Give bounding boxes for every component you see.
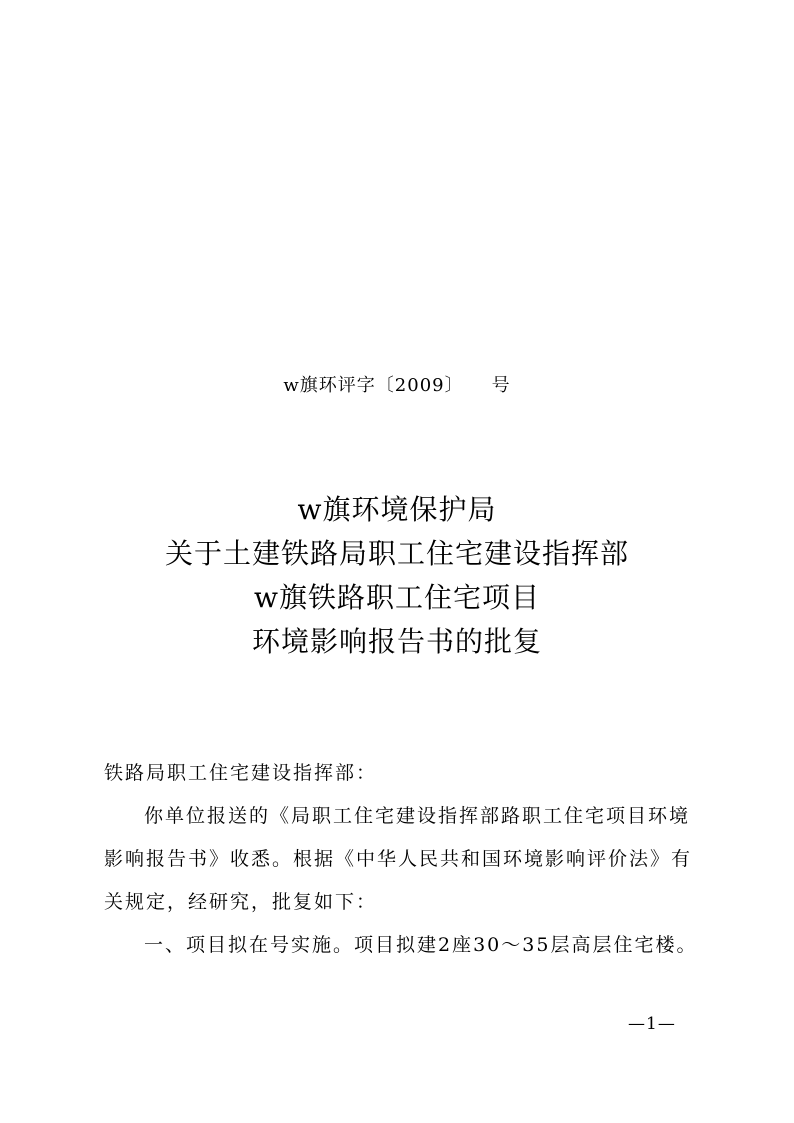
document-number-suffix: 号 — [491, 375, 511, 396]
title-line-2: 关于土建铁路局职工住宅建设指挥部 — [164, 537, 629, 570]
document-number-prefix: w旗环评字〔2009〕 — [283, 375, 464, 396]
title-line-4: 环境影响报告书的批复 — [251, 625, 542, 658]
document-title — [0, 488, 794, 664]
recipient: 铁路局职工住宅建设指挥部： — [104, 762, 378, 784]
title-line-1: w旗环境保护局 — [297, 493, 497, 526]
paragraph-1-line-1: 你单位报送的《局职工住宅建设指挥部路职工住宅项目环境 — [144, 805, 691, 827]
page-number: —1— — [628, 1014, 676, 1034]
paragraph-1-line-2: 影响报告书》收悉。根据《中华人民共和国环境影响评价法》有 — [104, 848, 693, 870]
paragraph-1-line-3: 关规定，经研究，批复如下： — [104, 891, 378, 913]
title-line-3: w旗铁路职工住宅项目 — [254, 581, 540, 614]
document-body — [104, 752, 698, 967]
paragraph-2: 一、项目拟在号实施。项目拟建2座30～35层高层住宅楼。 — [144, 934, 698, 956]
document-number — [0, 371, 794, 397]
